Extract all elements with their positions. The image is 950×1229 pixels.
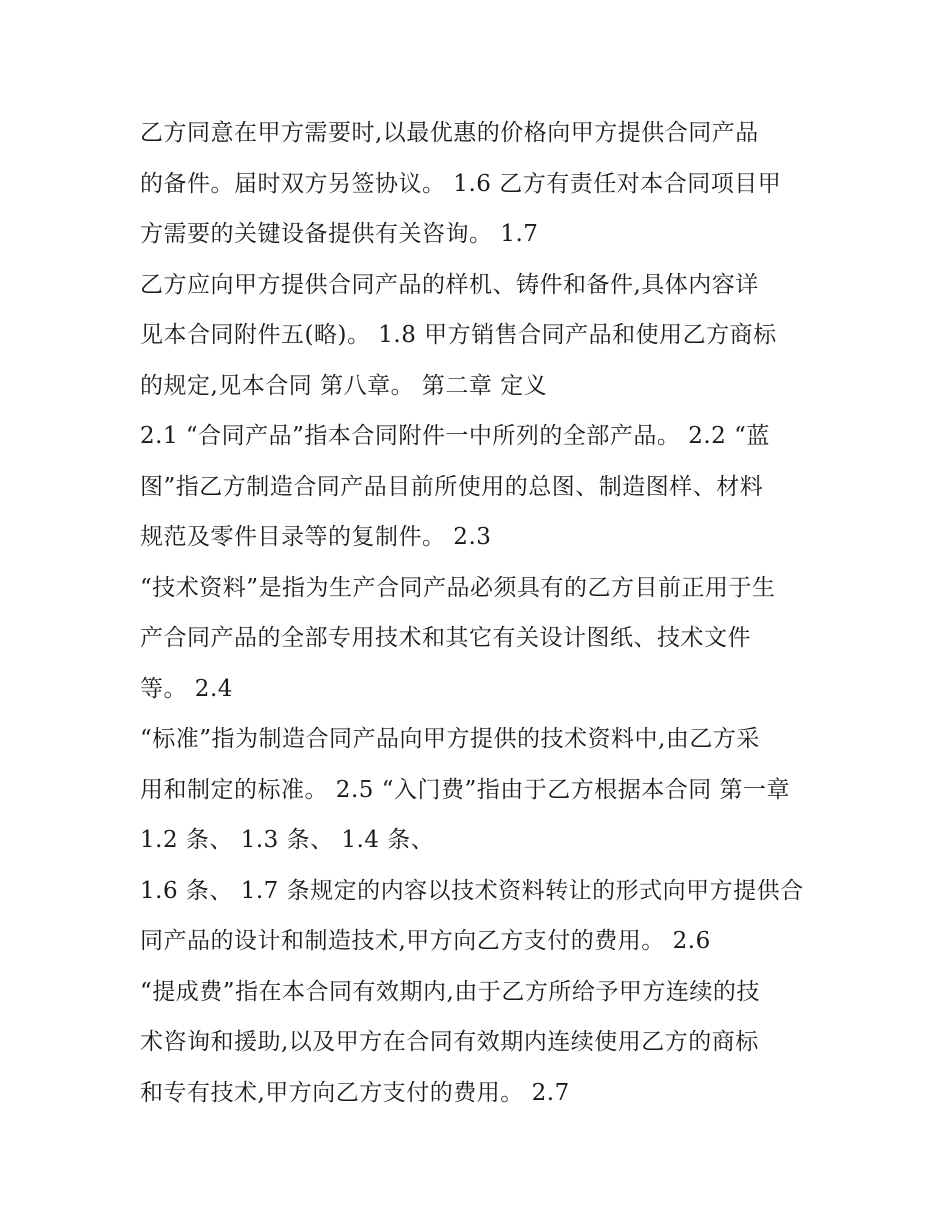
text-line: 等。 2.4 (140, 675, 233, 702)
text-line: 乙方同意在甲方需要时,以最优惠的价格向甲方提供合同产品 (140, 120, 759, 146)
text-line: 乙方应向甲方提供合同产品的样机、铸件和备件,具体内容详 (140, 271, 759, 298)
text-line: 1.2 条、 1.3 条、 1.4 条、 (140, 827, 435, 853)
text-line: 见本合同附件五(略)。 1.8 甲方销售合同产品和使用乙方商标 (140, 322, 777, 348)
text-line: 图”指乙方制造合同产品目前所使用的总图、制造图样、材料 (140, 473, 764, 500)
text-line: 2.1 “合同产品”指本合同附件一中所列的全部产品。 2.2 “蓝 (140, 423, 770, 449)
text-line: 方需要的关键设备提供有关咨询。 1.7 (140, 221, 539, 247)
text-line: “提成费”指在本合同有效期内,由于乙方所给予甲方连续的技 (140, 978, 760, 1005)
text-line: 用和制定的标准。 2.5 “入门费”指由于乙方根据本合同 第一章 (140, 776, 791, 803)
text-line: 的备件。届时双方另签协议。 1.6 乙方有责任对本合同项目甲 (140, 170, 782, 197)
text-line: 的规定,见本合同 第八章。 第二章 定义 (140, 372, 548, 399)
text-line: “标准”指为制造合同产品向甲方提供的技术资料中,由乙方采 (140, 726, 760, 752)
text-line: 和专有技术,甲方向乙方支付的费用。 2.7 (140, 1079, 570, 1106)
text-line: 1.6 条、 1.7 条规定的内容以技术资料转让的形式向甲方提供合 (140, 877, 804, 904)
text-line: 同产品的设计和制造技术,甲方向乙方支付的费用。 2.6 (140, 928, 711, 954)
text-line: 规范及零件目录等的复制件。 2.3 (140, 524, 492, 550)
text-line: “技术资料”是指为生产合同产品必须具有的乙方目前正用于生 (140, 574, 776, 601)
text-line: 术咨询和援助,以及甲方在合同有效期内连续使用乙方的商标 (140, 1029, 759, 1055)
contract-text-body (140, 108, 820, 1118)
text-line: 产合同产品的全部专用技术和其它有关设计图纸、技术文件 (140, 625, 751, 651)
